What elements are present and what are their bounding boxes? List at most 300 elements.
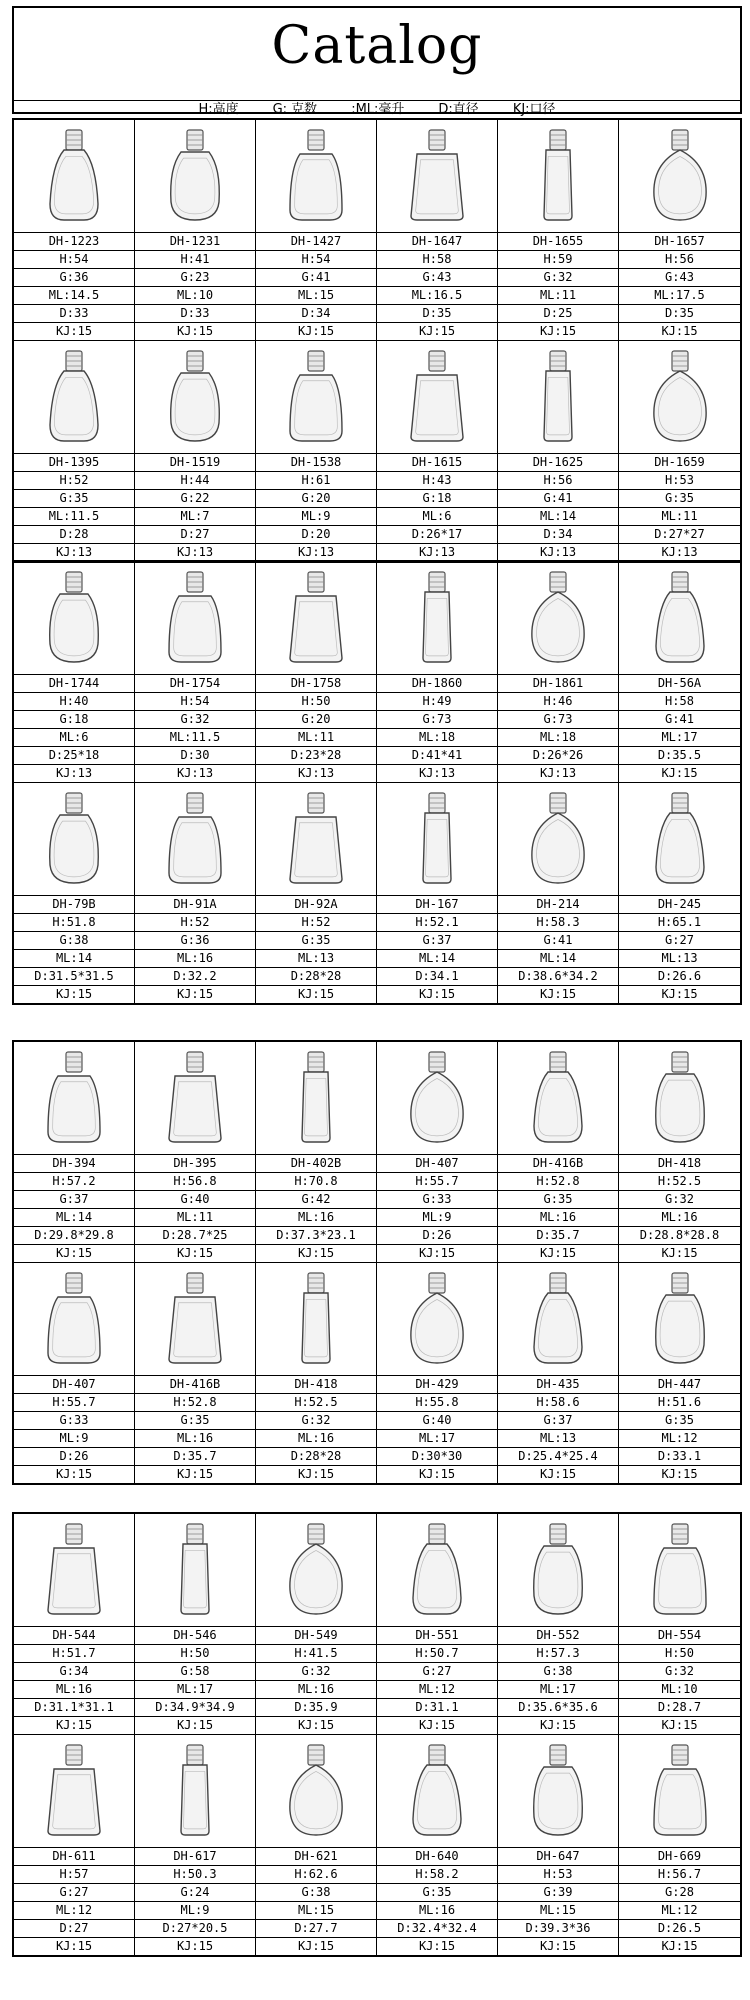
product-code: DH-1615 xyxy=(377,454,497,472)
bottle-icon xyxy=(34,1046,114,1150)
product-height: H:46 xyxy=(498,693,618,711)
product-diameter: D:28.7*25 xyxy=(135,1227,255,1245)
product-volume: ML:12 xyxy=(619,1430,740,1448)
product-card xyxy=(498,1263,619,1483)
bottle-image xyxy=(619,120,740,233)
product-grid xyxy=(14,1042,740,1483)
product-height: H:51.7 xyxy=(14,1645,134,1663)
product-height: H:52.5 xyxy=(256,1394,376,1412)
product-volume: ML:17 xyxy=(135,1681,255,1699)
product-diameter: D:34 xyxy=(256,305,376,323)
product-diameter: D:28.8*28.8 xyxy=(619,1227,740,1245)
product-code: DH-611 xyxy=(14,1848,134,1866)
product-volume: ML:10 xyxy=(135,287,255,305)
product-diameter: D:28 xyxy=(14,526,134,544)
legend-item-height: H:高度 xyxy=(198,102,239,117)
product-weight: G:35 xyxy=(14,490,134,508)
product-neck: KJ:13 xyxy=(55,545,93,559)
product-height: H:50 xyxy=(256,693,376,711)
product-card xyxy=(135,562,256,783)
legend-item-weight: G: 克数 xyxy=(272,102,318,117)
bottle-icon xyxy=(34,787,114,891)
product-diameter: D:26 xyxy=(14,1448,134,1466)
product-card xyxy=(619,1042,740,1263)
product-height: H:55.8 xyxy=(377,1394,497,1412)
product-volume: ML:11 xyxy=(619,508,740,526)
product-neck: KJ:15 xyxy=(661,324,698,338)
product-height: H:52.1 xyxy=(377,914,497,932)
product-weight: G:38 xyxy=(14,932,134,950)
product-volume: ML:10 xyxy=(619,1681,740,1699)
bottle-image xyxy=(14,562,134,675)
product-height: H:54 xyxy=(135,693,255,711)
product-volume: ML:12 xyxy=(619,1902,740,1920)
product-code: DH-167 xyxy=(377,896,497,914)
product-diameter: D:26 xyxy=(377,1227,497,1245)
product-weight: G:20 xyxy=(256,711,376,729)
bottle-image xyxy=(619,783,740,896)
product-weight: G:27 xyxy=(619,932,740,950)
product-code: DH-402B xyxy=(256,1155,376,1173)
product-neck: KJ:13 xyxy=(418,766,456,780)
product-code: DH-418 xyxy=(619,1155,740,1173)
product-card xyxy=(498,1735,619,1955)
product-weight: G:35 xyxy=(619,490,740,508)
product-card xyxy=(135,783,256,1003)
bottle-image xyxy=(135,783,255,896)
product-neck: KJ:15 xyxy=(418,1467,456,1481)
product-weight: G:32 xyxy=(619,1191,740,1209)
product-weight: G:41 xyxy=(498,490,618,508)
product-diameter: D:26.6 xyxy=(619,968,740,986)
bottle-icon xyxy=(397,566,477,670)
product-diameter: D:25.4*25.4 xyxy=(498,1448,618,1466)
product-neck: KJ:15 xyxy=(539,1718,577,1732)
product-diameter: D:32.4*32.4 xyxy=(377,1920,497,1938)
product-neck: KJ:15 xyxy=(661,1939,698,1953)
product-height: H:51.8 xyxy=(14,914,134,932)
product-grid xyxy=(14,562,740,1003)
bottle-icon xyxy=(276,787,356,891)
product-weight: G:27 xyxy=(14,1884,134,1902)
bottle-icon xyxy=(640,1739,720,1843)
bottle-icon xyxy=(640,1267,720,1371)
product-volume: ML:17 xyxy=(377,1430,497,1448)
product-diameter: D:33.1 xyxy=(619,1448,740,1466)
product-volume: ML:12 xyxy=(14,1902,134,1920)
product-neck: KJ:15 xyxy=(661,1718,698,1732)
product-weight: G:42 xyxy=(256,1191,376,1209)
bottle-icon xyxy=(640,566,720,670)
bottle-icon xyxy=(155,345,235,449)
product-card xyxy=(498,120,619,341)
product-height: H:40 xyxy=(14,693,134,711)
product-diameter: D:28.7 xyxy=(619,1699,740,1717)
product-height: H:57 xyxy=(14,1866,134,1884)
bottle-image xyxy=(377,120,497,233)
product-weight: G:18 xyxy=(377,490,497,508)
bottle-icon xyxy=(640,345,720,449)
product-weight: G:32 xyxy=(135,711,255,729)
product-volume: ML:6 xyxy=(377,508,497,526)
product-code: DH-416B xyxy=(498,1155,618,1173)
product-code: DH-1223 xyxy=(14,233,134,251)
legend-item-volume: :ML:毫升 xyxy=(351,102,405,117)
bottle-image xyxy=(14,1263,134,1376)
product-neck: KJ:15 xyxy=(661,987,698,1001)
bottle-icon xyxy=(640,1518,720,1622)
bottle-image xyxy=(498,120,618,233)
bottle-image xyxy=(135,1263,255,1376)
product-height: H:52.8 xyxy=(135,1394,255,1412)
product-diameter: D:30*30 xyxy=(377,1448,497,1466)
product-card xyxy=(377,562,498,783)
product-neck: KJ:15 xyxy=(297,1467,335,1481)
product-height: H:54 xyxy=(14,251,134,269)
product-height: H:50.7 xyxy=(377,1645,497,1663)
product-height: H:52 xyxy=(14,472,134,490)
product-card xyxy=(14,1263,135,1483)
product-code: DH-1538 xyxy=(256,454,376,472)
product-code: DH-1860 xyxy=(377,675,497,693)
product-neck: KJ:15 xyxy=(55,1718,93,1732)
product-code: DH-1395 xyxy=(14,454,134,472)
bottle-image xyxy=(14,341,134,454)
product-card xyxy=(135,1042,256,1263)
product-card xyxy=(619,1263,740,1483)
bottle-image xyxy=(377,783,497,896)
product-code: DH-549 xyxy=(256,1627,376,1645)
product-card xyxy=(256,1514,377,1735)
product-diameter: D:34.1 xyxy=(377,968,497,986)
bottle-icon xyxy=(397,787,477,891)
product-volume: ML:16 xyxy=(14,1681,134,1699)
bottle-image xyxy=(14,1735,134,1848)
bottle-icon xyxy=(518,124,598,228)
product-card xyxy=(619,1514,740,1735)
product-neck: KJ:15 xyxy=(539,987,577,1001)
product-diameter: D:31.5*31.5 xyxy=(14,968,134,986)
bottle-icon xyxy=(276,1267,356,1371)
product-weight: G:33 xyxy=(377,1191,497,1209)
product-height: H:57.3 xyxy=(498,1645,618,1663)
bottle-image xyxy=(135,120,255,233)
product-card xyxy=(619,120,740,341)
product-diameter: D:32.2 xyxy=(135,968,255,986)
bottle-icon xyxy=(34,1739,114,1843)
product-volume: ML:14.5 xyxy=(14,287,134,305)
product-height: H:51.6 xyxy=(619,1394,740,1412)
bottle-icon xyxy=(276,1739,356,1843)
product-volume: ML:16 xyxy=(377,1902,497,1920)
product-diameter: D:35.7 xyxy=(135,1448,255,1466)
bottle-icon xyxy=(640,124,720,228)
bottle-image xyxy=(256,1263,376,1376)
bottle-image xyxy=(619,1263,740,1376)
product-height: H:55.7 xyxy=(377,1173,497,1191)
product-weight: G:35 xyxy=(619,1412,740,1430)
product-neck: KJ:15 xyxy=(176,987,214,1001)
product-code: DH-418 xyxy=(256,1376,376,1394)
product-code: DH-1231 xyxy=(135,233,255,251)
product-code: DH-435 xyxy=(498,1376,618,1394)
product-neck: KJ:15 xyxy=(297,987,335,1001)
product-code: DH-91A xyxy=(135,896,255,914)
product-neck: KJ:15 xyxy=(55,1467,93,1481)
product-height: H:58.6 xyxy=(498,1394,618,1412)
product-neck: KJ:15 xyxy=(297,1246,335,1260)
catalog-section-2 xyxy=(12,560,742,1005)
bottle-image xyxy=(498,1042,618,1155)
product-height: H:44 xyxy=(135,472,255,490)
bottle-icon xyxy=(155,124,235,228)
bottle-image xyxy=(498,1514,618,1627)
bottle-image xyxy=(14,783,134,896)
product-card xyxy=(14,120,135,341)
product-neck: KJ:15 xyxy=(418,1939,456,1953)
product-neck: KJ:15 xyxy=(661,1246,698,1260)
product-volume: ML:16 xyxy=(256,1430,376,1448)
product-diameter: D:41*41 xyxy=(377,747,497,765)
product-volume: ML:16 xyxy=(619,1209,740,1227)
product-weight: G:58 xyxy=(135,1663,255,1681)
product-card xyxy=(14,562,135,783)
product-volume: ML:14 xyxy=(498,508,618,526)
product-diameter: D:27.7 xyxy=(256,1920,376,1938)
product-card xyxy=(619,341,740,561)
product-weight: G:35 xyxy=(377,1884,497,1902)
bottle-icon xyxy=(155,1739,235,1843)
bottle-icon xyxy=(640,1046,720,1150)
product-volume: ML:11.5 xyxy=(14,508,134,526)
bottle-image xyxy=(256,562,376,675)
catalog-section-1 xyxy=(12,118,742,563)
product-neck: KJ:15 xyxy=(418,324,456,338)
product-card xyxy=(256,562,377,783)
product-volume: ML:13 xyxy=(256,950,376,968)
product-code: DH-621 xyxy=(256,1848,376,1866)
product-weight: G:41 xyxy=(498,932,618,950)
product-height: H:56 xyxy=(498,472,618,490)
bottle-icon xyxy=(518,1518,598,1622)
bottle-image xyxy=(256,783,376,896)
bottle-icon xyxy=(397,124,477,228)
product-neck: KJ:13 xyxy=(297,766,335,780)
product-volume: ML:11 xyxy=(498,287,618,305)
product-volume: ML:17 xyxy=(498,1681,618,1699)
product-card xyxy=(256,783,377,1003)
product-diameter: D:38.6*34.2 xyxy=(498,968,618,986)
bottle-image xyxy=(14,120,134,233)
product-card xyxy=(256,120,377,341)
bottle-image xyxy=(498,783,618,896)
product-card xyxy=(498,341,619,561)
product-neck: KJ:15 xyxy=(176,324,214,338)
product-volume: ML:16 xyxy=(498,1209,618,1227)
product-code: DH-617 xyxy=(135,1848,255,1866)
product-weight: G:27 xyxy=(377,1663,497,1681)
bottle-image xyxy=(498,562,618,675)
bottle-image xyxy=(135,1514,255,1627)
product-code: DH-407 xyxy=(377,1155,497,1173)
product-volume: ML:15 xyxy=(256,1902,376,1920)
product-code: DH-1861 xyxy=(498,675,618,693)
product-volume: ML:9 xyxy=(135,1902,255,1920)
product-diameter: D:34.9*34.9 xyxy=(135,1699,255,1717)
legend-item-neck: KJ:口径 xyxy=(512,102,556,117)
product-height: H:62.6 xyxy=(256,1866,376,1884)
product-height: H:53 xyxy=(498,1866,618,1884)
product-card xyxy=(498,1042,619,1263)
product-diameter: D:25*18 xyxy=(14,747,134,765)
product-diameter: D:35.6*35.6 xyxy=(498,1699,618,1717)
product-height: H:50 xyxy=(619,1645,740,1663)
product-diameter: D:23*28 xyxy=(256,747,376,765)
product-code: DH-245 xyxy=(619,896,740,914)
product-diameter: D:28*28 xyxy=(256,968,376,986)
product-card xyxy=(14,341,135,561)
product-volume: ML:11 xyxy=(135,1209,255,1227)
product-diameter: D:30 xyxy=(135,747,255,765)
product-code: DH-544 xyxy=(14,1627,134,1645)
product-neck: KJ:13 xyxy=(55,766,93,780)
product-code: DH-1655 xyxy=(498,233,618,251)
product-height: H:54 xyxy=(256,251,376,269)
bottle-image xyxy=(377,1042,497,1155)
product-diameter: D:35.7 xyxy=(498,1227,618,1245)
bottle-icon xyxy=(518,566,598,670)
product-neck: KJ:13 xyxy=(661,545,698,559)
product-code: DH-407 xyxy=(14,1376,134,1394)
bottle-icon xyxy=(34,1267,114,1371)
product-weight: G:32 xyxy=(256,1663,376,1681)
product-weight: G:24 xyxy=(135,1884,255,1902)
product-diameter: D:34 xyxy=(498,526,618,544)
product-weight: G:18 xyxy=(14,711,134,729)
product-code: DH-1625 xyxy=(498,454,618,472)
bottle-image xyxy=(377,1735,497,1848)
bottle-icon xyxy=(34,124,114,228)
product-height: H:43 xyxy=(377,472,497,490)
product-neck: KJ:15 xyxy=(55,987,93,1001)
bottle-icon xyxy=(518,345,598,449)
product-diameter: D:33 xyxy=(14,305,134,323)
bottle-icon xyxy=(155,566,235,670)
product-neck: KJ:15 xyxy=(176,1718,214,1732)
product-code: DH-395 xyxy=(135,1155,255,1173)
product-weight: G:38 xyxy=(256,1884,376,1902)
product-volume: ML:13 xyxy=(498,1430,618,1448)
product-code: DH-669 xyxy=(619,1848,740,1866)
catalog-section-3 xyxy=(12,1040,742,1485)
product-code: DH-551 xyxy=(377,1627,497,1645)
product-diameter: D:35 xyxy=(619,305,740,323)
product-height: H:50 xyxy=(135,1645,255,1663)
product-height: H:58.3 xyxy=(498,914,618,932)
product-neck: KJ:15 xyxy=(297,324,335,338)
product-volume: ML:18 xyxy=(498,729,618,747)
product-code: DH-647 xyxy=(498,1848,618,1866)
product-diameter: D:35 xyxy=(377,305,497,323)
product-neck: KJ:13 xyxy=(418,545,456,559)
product-card xyxy=(135,1263,256,1483)
bottle-image xyxy=(377,1514,497,1627)
bottle-icon xyxy=(34,1518,114,1622)
product-height: H:58.2 xyxy=(377,1866,497,1884)
product-volume: ML:11 xyxy=(256,729,376,747)
product-volume: ML:14 xyxy=(377,950,497,968)
bottle-icon xyxy=(397,1739,477,1843)
product-card xyxy=(135,120,256,341)
bottle-icon xyxy=(276,566,356,670)
product-height: H:56.8 xyxy=(135,1173,255,1191)
product-card xyxy=(14,1514,135,1735)
product-neck: KJ:15 xyxy=(176,1246,214,1260)
product-code: DH-416B xyxy=(135,1376,255,1394)
product-weight: G:41 xyxy=(256,269,376,287)
product-weight: G:32 xyxy=(256,1412,376,1430)
legend xyxy=(14,100,740,119)
product-weight: G:40 xyxy=(377,1412,497,1430)
product-neck: KJ:15 xyxy=(297,1939,335,1953)
product-volume: ML:14 xyxy=(498,950,618,968)
product-code: DH-1744 xyxy=(14,675,134,693)
product-height: H:61 xyxy=(256,472,376,490)
bottle-icon xyxy=(276,1046,356,1150)
product-neck: KJ:15 xyxy=(55,324,93,338)
product-neck: KJ:15 xyxy=(176,1939,214,1953)
product-volume: ML:11.5 xyxy=(135,729,255,747)
product-neck: KJ:15 xyxy=(418,1718,456,1732)
product-card xyxy=(377,341,498,561)
product-card xyxy=(377,1514,498,1735)
bottle-image xyxy=(619,341,740,454)
bottle-image xyxy=(619,1042,740,1155)
product-volume: ML:17.5 xyxy=(619,287,740,305)
bottle-image xyxy=(256,120,376,233)
product-diameter: D:26.5 xyxy=(619,1920,740,1938)
product-volume: ML:17 xyxy=(619,729,740,747)
product-weight: G:28 xyxy=(619,1884,740,1902)
product-height: H:56 xyxy=(619,251,740,269)
product-neck: KJ:15 xyxy=(418,1246,456,1260)
bottle-image xyxy=(135,341,255,454)
product-neck: KJ:13 xyxy=(539,545,577,559)
product-neck: KJ:13 xyxy=(539,766,577,780)
product-weight: G:35 xyxy=(256,932,376,950)
product-card xyxy=(256,1263,377,1483)
product-card xyxy=(256,1735,377,1955)
product-weight: G:20 xyxy=(256,490,376,508)
product-code: DH-1647 xyxy=(377,233,497,251)
product-weight: G:33 xyxy=(14,1412,134,1430)
bottle-image xyxy=(135,1042,255,1155)
product-diameter: D:35.9 xyxy=(256,1699,376,1717)
product-volume: ML:9 xyxy=(256,508,376,526)
product-height: H:52.5 xyxy=(619,1173,740,1191)
product-weight: G:23 xyxy=(135,269,255,287)
bottle-image xyxy=(14,1042,134,1155)
product-neck: KJ:15 xyxy=(55,1939,93,1953)
product-diameter: D:33 xyxy=(135,305,255,323)
product-volume: ML:13 xyxy=(619,950,740,968)
product-diameter: D:35.5 xyxy=(619,747,740,765)
product-neck: KJ:15 xyxy=(661,766,698,780)
bottle-icon xyxy=(397,1267,477,1371)
product-height: H:59 xyxy=(498,251,618,269)
bottle-icon xyxy=(518,1739,598,1843)
product-height: H:52 xyxy=(135,914,255,932)
